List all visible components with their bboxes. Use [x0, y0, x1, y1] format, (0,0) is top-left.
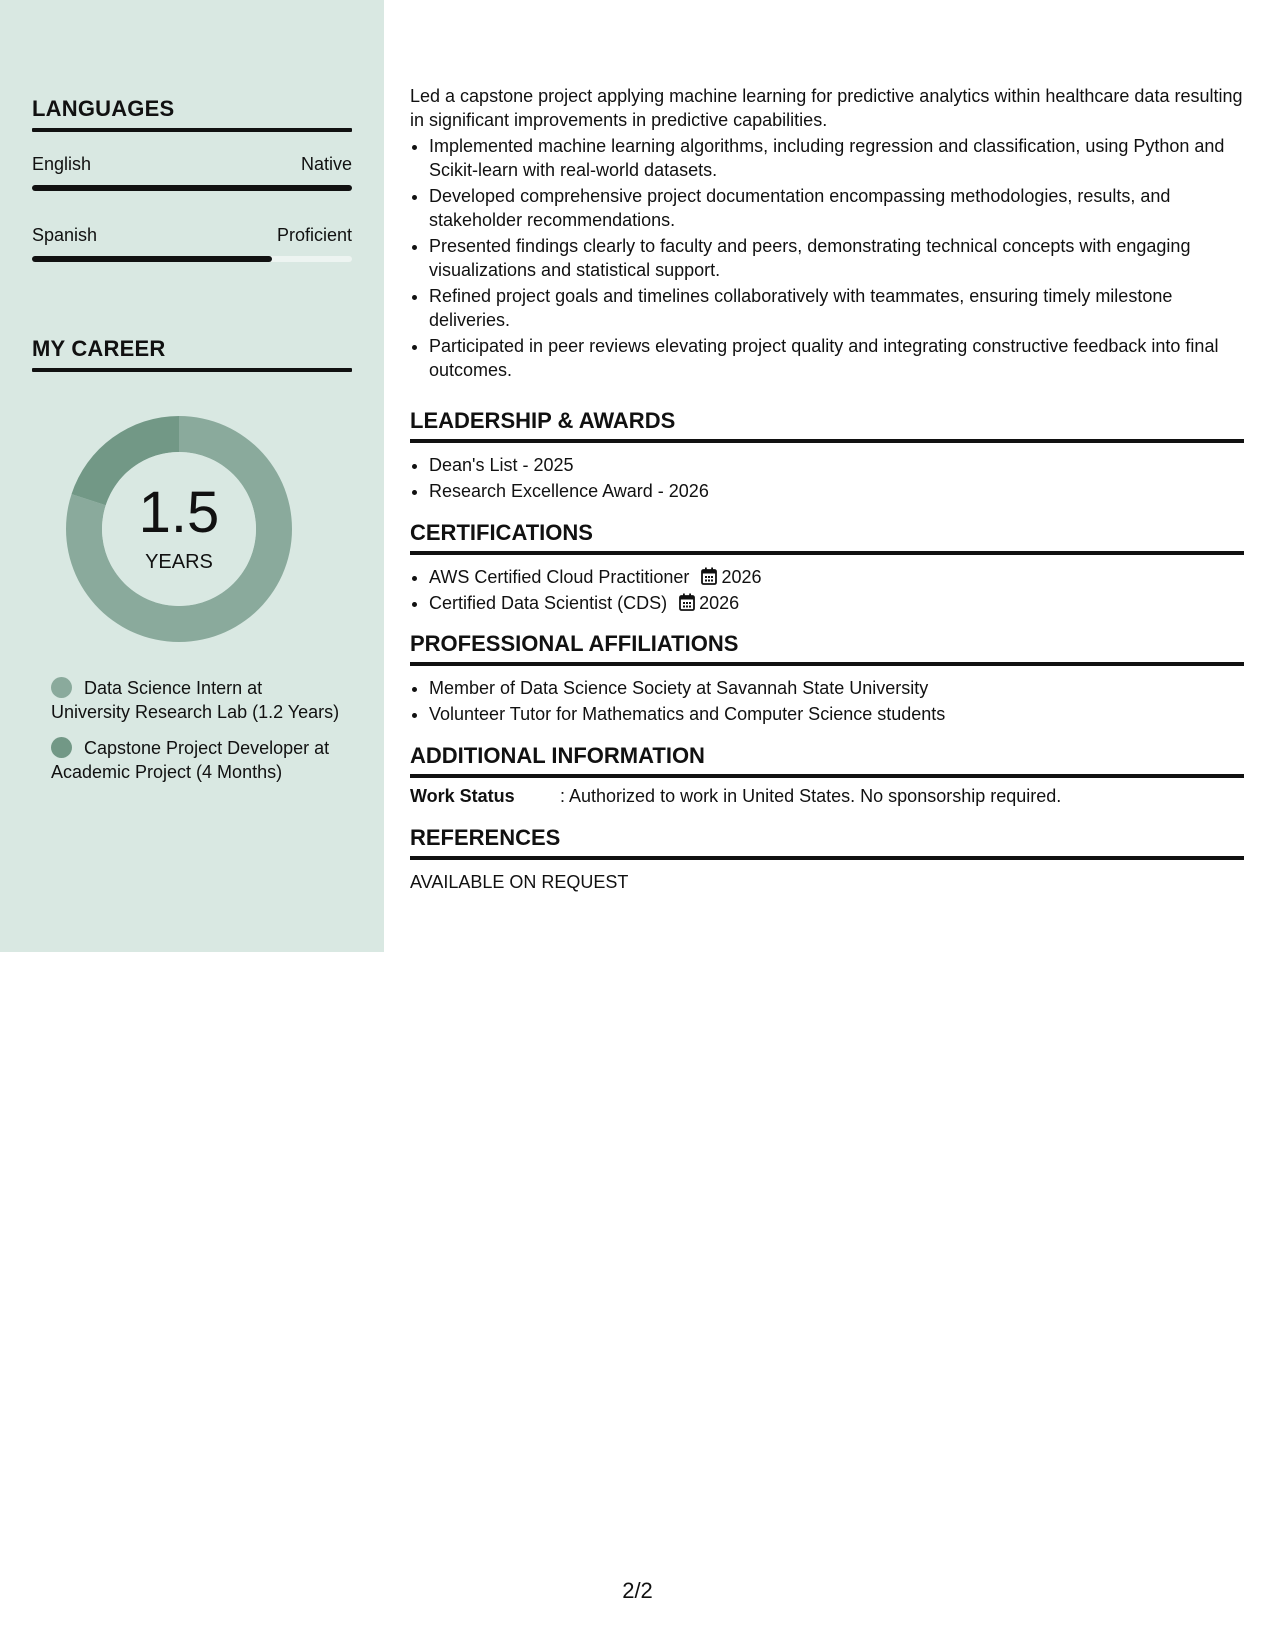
list-item: • Developed comprehensive project documentation encompassing methodologies, results, and stakeholder recommendations. [429, 184, 1244, 232]
affiliations-section [410, 631, 1244, 728]
section-rule [410, 551, 1244, 555]
affiliations-title: PROFESSIONAL AFFILIATIONS [410, 631, 739, 656]
affiliations-list [410, 676, 1244, 726]
list-item: • Research Excellence Award - 2026 [429, 479, 1244, 503]
work-status-value: : Authorized to work in United States. No sponsorship required. [560, 786, 1062, 806]
languages-rule [32, 128, 352, 132]
calendar-icon [701, 567, 717, 585]
language-proficiency-fill [32, 256, 272, 262]
language-proficiency-bar [32, 185, 352, 191]
page-number: 2/2 [622, 1578, 653, 1603]
language-name: Spanish [32, 225, 98, 245]
section-rule [410, 662, 1244, 666]
leadership-title: LEADERSHIP & AWARDS [410, 408, 676, 433]
certification-year: 2026 [699, 593, 740, 613]
career-rule [32, 368, 352, 372]
certifications-list [410, 565, 1244, 615]
legend-dot-icon [51, 737, 72, 758]
project-section [410, 84, 1244, 384]
languages-section [32, 96, 352, 262]
language-proficiency-fill [32, 185, 352, 191]
section-rule [410, 774, 1244, 778]
language-item-english [32, 154, 352, 191]
additional-info-title: ADDITIONAL INFORMATION [410, 743, 705, 768]
list-item: • Member of Data Science Society at Savannah State University [429, 676, 1244, 700]
language-name: English [32, 154, 92, 174]
legend-dot-icon [51, 677, 72, 698]
language-level: Proficient [276, 225, 352, 245]
list-item: • Presented findings clearly to faculty and peers, demonstrating technical concepts with engaging visualizations and statistical support. [429, 234, 1244, 282]
certification-name: Certified Data Scientist (CDS) [429, 593, 668, 613]
additional-info-section [410, 743, 1244, 807]
certification-name: AWS Certified Cloud Practitioner [429, 567, 690, 587]
career-total-unit: YEARS [145, 551, 213, 573]
certification-item [429, 565, 1244, 589]
leadership-section [410, 408, 1244, 505]
references-section [410, 825, 1244, 894]
references-title: REFERENCES [410, 825, 561, 850]
languages-title: LANGUAGES [32, 96, 175, 121]
certifications-section [410, 520, 1244, 617]
career-section [32, 336, 352, 372]
references-text: AVAILABLE ON REQUEST [410, 872, 629, 892]
career-legend-item [51, 736, 341, 784]
leadership-list [410, 453, 1244, 503]
list-item: • Dean's List - 2025 [429, 453, 1244, 477]
work-status-row [410, 786, 1244, 807]
career-legend-label: Capstone Project Developer at Academic Project (4 Months) [51, 738, 330, 782]
language-level: Native [300, 154, 352, 174]
career-total-value: 1.5 [138, 480, 220, 545]
language-item-spanish [32, 225, 352, 262]
list-item: • Refined project goals and timelines collaboratively with teammates, ensuring timely milestone deliveries. [429, 284, 1244, 332]
project-summary: Led a capstone project applying machine learning for predictive analytics within healthcare data resulting in significant improvements in predictive capabilities. [410, 86, 1243, 130]
calendar-icon [679, 593, 695, 611]
certification-year: 2026 [721, 567, 762, 587]
certifications-title: CERTIFICATIONS [410, 520, 593, 545]
certification-item [429, 591, 1244, 615]
career-legend [51, 676, 341, 796]
project-bullets [410, 134, 1244, 382]
list-item: • Participated in peer reviews elevating project quality and integrating constructive feedback into final outcomes. [429, 334, 1244, 382]
section-rule [410, 856, 1244, 860]
career-donut-chart [66, 416, 292, 642]
career-title: MY CAREER [32, 336, 166, 361]
language-proficiency-bar [32, 256, 352, 262]
list-item: • Implemented machine learning algorithms, including regression and classification, using Python and Scikit-learn with real-world datasets. [429, 134, 1244, 182]
work-status-label: Work Status [410, 786, 515, 806]
sidebar [0, 0, 384, 952]
list-item: • Volunteer Tutor for Mathematics and Computer Science students [429, 702, 1244, 726]
career-legend-item [51, 676, 341, 724]
career-legend-label: Data Science Intern at University Research Lab (1.2 Years) [51, 678, 340, 722]
section-rule [410, 439, 1244, 443]
